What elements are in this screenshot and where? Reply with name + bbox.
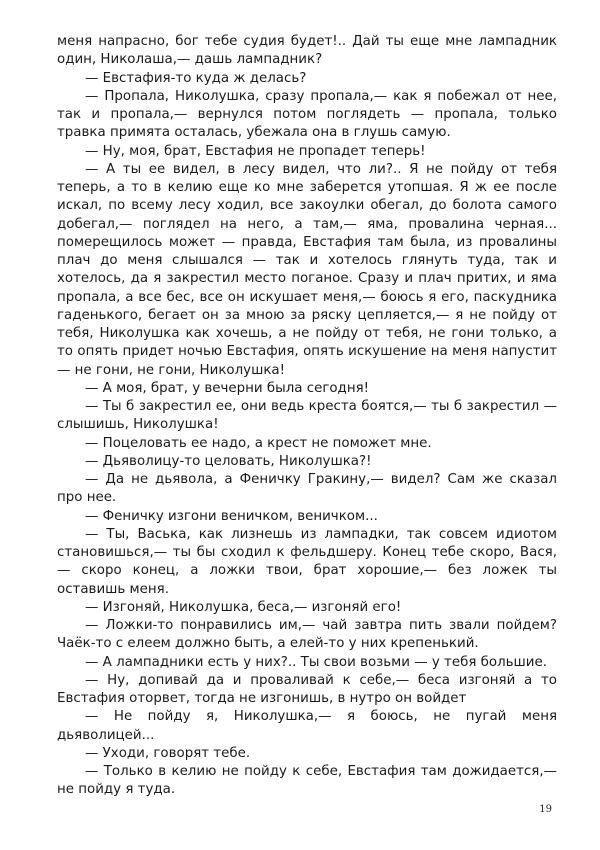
paragraph: — Только в келию не пойду к себе, Евстафия там дожидается,— не пойду я туда. — [57, 764, 557, 798]
paragraph: — Да не дьявола, а Феничку Гракину,— видел? Сам же сказал про нее. — [57, 472, 557, 506]
paragraph: — Дьяволицу-то целовать, Николушка?! — [85, 453, 372, 469]
page-number: 19 — [539, 804, 552, 815]
paragraph: — Ложки-то понравились им,— чай завтра пить звали пойдем? Чаёк-то с елеем должно быть, а елей-то у них крепенький. — [57, 618, 557, 652]
paragraph: — Поцеловать ее надо, а крест не поможет мне. — [85, 435, 432, 451]
paragraph: — Ты, Васька, как лизнешь из лампадки, так совсем идиотом становишься,— ты бы сходил к фельдшеру. Конец тебе скоро, Вася,— скоро конец, а ложки твои, брат хорошие,— без ложек ты оставишь меня. — [57, 526, 557, 597]
paragraph: — А лампадники есть у них?.. Ты свои возьми — у тебя большие. — [85, 654, 548, 670]
paragraph: — Ну, моя, брат, Евстафия не пропадет теперь! — [85, 143, 426, 159]
paragraph: — Уходи, говорят тебе. — [85, 745, 251, 761]
paragraph: — Ну, допивай да и проваливай к себе,— беса изгоняй а то Евстафия оторвет, тогда не изгонишь, в нутро он войдет — [57, 672, 557, 706]
paragraph: — Не пойду я, Николушка,— я боюсь, не пугай меня дьяволицей... — [57, 709, 557, 743]
paragraph: — Феничку изгони веничком, веничком... — [85, 508, 378, 524]
body-text — [57, 33, 557, 800]
paragraph: — А ты ее видел, в лесу видел, что ли?.. Я не пойду от тебя теперь, а то в келию еще ко мне заберется утопшая. Я ж ее после искал, по всему лесу ходил, все закоулки обегал, до болота самого добегал,— поглядел на него, а там,— яма, провалина черная... померещилось может — правда, Евстафия там была, из провалины плач до меня слышался — так и хотелось глянуть туда, так и хотелось, да я закрестил место поганое. Сразу и плач притих, и яма пропала, а все бес, все он искушает меня,— боюсь я его, паскудника гаденького, бегает он за мною за ряску цепляется,— я не пойду от тебя, Николушка как хочешь, а не пойду от тебя, не гони только, а то опять придет ночью Евстафия, опять искушение на меня напустит — не гони, не гони, Николушка! — [57, 161, 557, 378]
paragraph: — Изгоняй, Николушка, беса,— изгоняй его! — [85, 599, 402, 615]
paragraph: — Евстафия-то куда ж делась? — [85, 70, 307, 86]
paragraph: — А моя, брат, у вечерни была сегодня! — [85, 380, 369, 396]
paragraph: — Ты б закрестил ее, они ведь креста боятся,— ты б закрестил — слышишь, Николушка! — [57, 399, 557, 433]
paragraph: меня напрасно, бог тебе судия будет!.. Дай ты еще мне лампадник один, Николаша,— дашь лампадник? — [57, 34, 557, 68]
paragraph: — Пропала, Николушка, сразу пропала,— как я побежал от нее, так и пропала,— вернулся потом поглядеть — пропала, только травка примята осталась, убежала она в глушь самую. — [57, 88, 557, 141]
